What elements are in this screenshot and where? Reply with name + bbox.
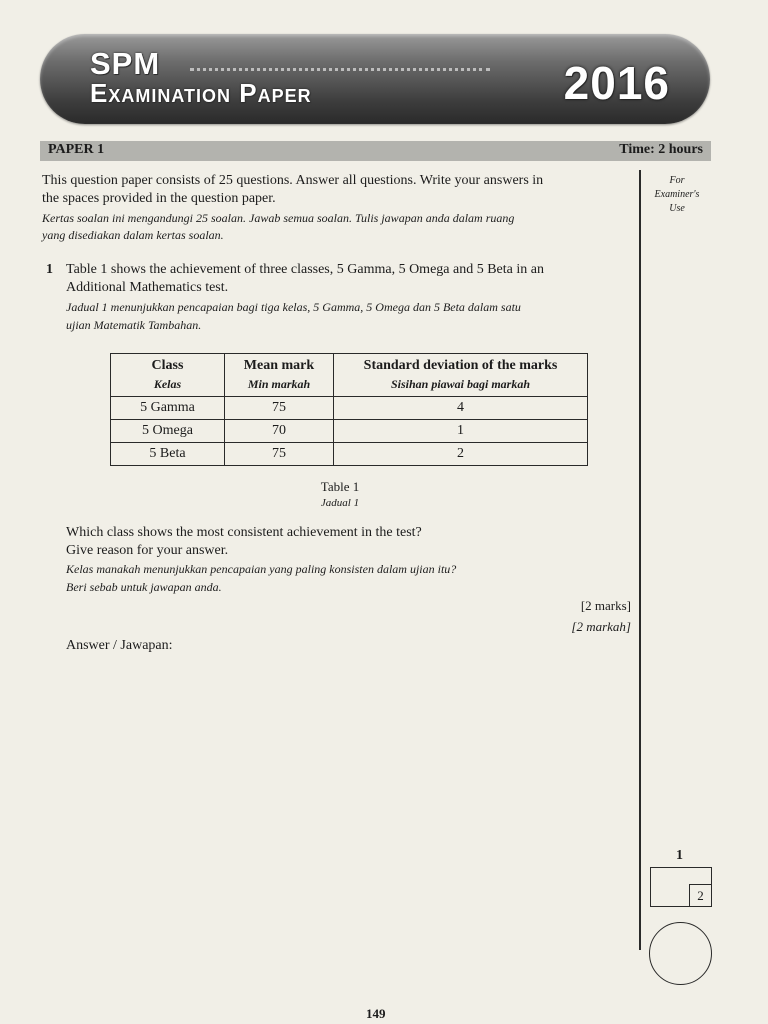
cell-class: 5 Gamma [111, 397, 225, 420]
cell-class: 5 Beta [111, 443, 225, 466]
cell-mean: 75 [225, 397, 334, 420]
page-number: 149 [366, 1006, 386, 1021]
header-class-en: Class [151, 358, 184, 373]
cell-sd: 4 [334, 397, 588, 420]
question-ms-line1: Jadual 1 menunjukkan pencapaian bagi tiga kelas, 5 Gamma, 5 Omega dan 5 Beta dalam satu [66, 300, 521, 314]
header-sd-ms: Sisihan piawai bagi markah [390, 377, 531, 391]
table-header-row [111, 354, 588, 397]
header-class [111, 354, 225, 397]
table-row [111, 420, 588, 443]
ask-en-line2: Give reason for your answer. [66, 543, 229, 558]
header-mean-en: Mean mark [243, 358, 315, 373]
header-banner [40, 34, 710, 124]
instructions-ms-line1: Kertas soalan ini mengandungi 25 soalan. Jawab semua soalan. Tulis jawapan anda dalam ruang [42, 211, 515, 225]
examiner-use-label [643, 174, 711, 216]
answer-label: Answer / Jawapan: [66, 638, 173, 653]
table-row [111, 443, 588, 466]
cell-sd: 1 [334, 420, 588, 443]
score-max: 2 [689, 884, 712, 907]
banner-dotted-line [190, 68, 490, 71]
examiner-line2: Examiner's [654, 189, 700, 200]
question-en-line1: Table 1 shows the achievement of three classes, 5 Gamma, 5 Omega and 5 Beta in an [66, 262, 544, 277]
marks-ms: [2 markah] [571, 619, 631, 634]
cell-mean: 70 [225, 420, 334, 443]
cell-class: 5 Omega [111, 420, 225, 443]
instructions-en-line1: This question paper consists of 25 questions. Answer all questions. Write your answers in [42, 173, 544, 188]
examiner-divider [639, 170, 641, 950]
banner-year: 2016 [563, 57, 670, 109]
paper-label: PAPER 1 [48, 142, 105, 157]
marks-en: [2 marks] [580, 598, 631, 613]
table-caption-en: Table 1 [320, 479, 360, 494]
ask-ms-line1: Kelas manakah menunjukkan pencapaian yang paling konsisten dalam ujian itu? [66, 562, 457, 576]
question-number: 1 [46, 262, 53, 277]
header-mean [225, 354, 334, 397]
question-en-line2: Additional Mathematics test. [66, 280, 229, 295]
examiner-line1: For [669, 175, 685, 186]
banner-spm: SPM [90, 46, 161, 81]
paper-bar [40, 141, 711, 161]
data-table [110, 353, 588, 466]
ask-en-line1: Which class shows the most consistent achievement in the test? [66, 525, 422, 540]
banner-exam-paper: Examination Paper [90, 78, 312, 108]
header-class-ms: Kelas [153, 377, 182, 391]
instructions-en-line2: the spaces provided in the question paper. [42, 191, 276, 206]
cell-sd: 2 [334, 443, 588, 466]
paper-time: Time: 2 hours [619, 142, 703, 157]
question-ms-line2: ujian Matematik Tambahan. [66, 318, 202, 332]
header-mean-ms: Min markah [247, 377, 311, 391]
score-question-number: 1 [676, 848, 683, 863]
instructions-ms-line2: yang disediakan dalam kertas soalan. [42, 228, 224, 242]
table-caption-ms: Jadual 1 [320, 497, 360, 509]
table-row [111, 397, 588, 420]
cell-mean: 75 [225, 443, 334, 466]
header-sd-en: Standard deviation of the marks [363, 358, 558, 373]
header-sd [334, 354, 588, 397]
ask-ms-line2: Beri sebab untuk jawapan anda. [66, 580, 222, 594]
score-circle[interactable] [649, 922, 712, 985]
examiner-line3: Use [669, 203, 685, 214]
